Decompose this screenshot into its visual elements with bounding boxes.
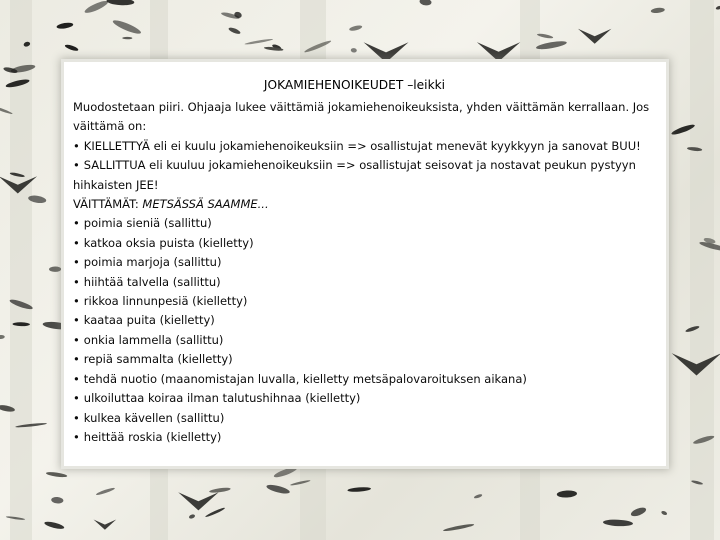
list-item: • poimia sieniä (sallittu) xyxy=(73,216,212,231)
page-title: JOKAMIEHENOIKEUDET –leikki xyxy=(263,78,446,92)
bark-mark xyxy=(205,507,226,518)
bark-mark xyxy=(64,43,79,51)
bark-mark xyxy=(651,7,665,14)
bark-mark xyxy=(273,465,298,479)
list-item: • repiä sammalta (kielletty) xyxy=(73,352,233,367)
trunk-shade xyxy=(690,0,714,540)
bark-scar xyxy=(364,42,409,62)
bark-mark xyxy=(349,24,363,31)
list-item: • heittää roskia (kielletty) xyxy=(73,429,222,444)
bark-scar xyxy=(477,42,520,62)
bark-mark xyxy=(209,487,231,494)
bark-scar xyxy=(94,520,117,530)
bark-mark xyxy=(112,18,143,36)
bark-mark xyxy=(49,266,61,272)
bark-mark xyxy=(603,519,633,527)
statement-list xyxy=(73,214,656,447)
bark-scar xyxy=(578,29,611,44)
bullet: • xyxy=(73,138,80,153)
bark-mark xyxy=(51,496,64,503)
list-item: • onkia lammella (sallittu) xyxy=(73,332,224,347)
bark-mark xyxy=(443,523,475,532)
bark-mark xyxy=(661,510,668,516)
bark-mark xyxy=(630,506,647,518)
bark-mark xyxy=(244,38,273,45)
list-item: • kulkea kävellen (sallittu) xyxy=(73,410,225,425)
list-item: • katkoa oksia puista (kielletty) xyxy=(73,235,254,250)
bark-mark xyxy=(474,493,483,499)
statements-heading: VÄITTÄMÄT: METSÄSSÄ SAAMME... xyxy=(73,197,269,212)
rule-allowed: • SALLITTUA eli kuuluu jokamiehenoikeuksiin => osallistujat seisovat ja nostavat peukun pystyyn hihkaisten JEE! xyxy=(73,158,636,192)
bark-mark xyxy=(188,514,195,520)
bark-mark xyxy=(44,520,65,530)
bark-mark xyxy=(83,0,109,15)
list-item: • kaataa puita (kielletty) xyxy=(73,313,215,328)
bark-mark xyxy=(557,490,578,498)
list-item: • ulkoiluttaa koiraa ilman talutushihnaa (kielletty) xyxy=(73,391,361,406)
bark-mark xyxy=(0,335,5,340)
bark-mark xyxy=(106,0,134,6)
bark-mark xyxy=(347,487,371,493)
bark-mark xyxy=(46,471,68,478)
bark-mark xyxy=(715,5,720,10)
bark-mark xyxy=(96,487,116,496)
list-item: • rikkoa linnunpesiä (kielletty) xyxy=(73,294,248,309)
bark-mark xyxy=(536,40,568,51)
list-item: • tehdä nuotio (maanomistajan luvalla, kielletty metsäpalovaroituksen aikana) xyxy=(73,371,527,386)
bark-mark xyxy=(351,48,357,53)
list-item: • hiihtää talvella (sallittu) xyxy=(73,274,221,289)
bark-scar xyxy=(178,492,218,510)
bark-mark xyxy=(419,0,432,6)
intro-text: Muodostetaan piiri. Ohjaaja lukee väittämiä jokamiehenoikeuksista, yhden väittämän kerrallaan. Jos väittämä on: xyxy=(73,100,650,134)
bark-mark xyxy=(266,483,291,495)
statements-intro: METSÄSSÄ SAAMME... xyxy=(142,197,269,212)
bark-mark xyxy=(122,37,132,39)
list-item: • poimia marjoja (sallittu) xyxy=(73,255,222,270)
bark-mark xyxy=(228,26,241,35)
rule-forbidden: • KIELLETTYÄ eli ei kuulu jokamiehenoikeuksiin => osallistujat menevät kyykkyyn ja sanovat BUU! xyxy=(73,138,641,153)
content-panel xyxy=(64,62,666,466)
bark-mark xyxy=(56,22,73,30)
bullet: • xyxy=(73,158,80,173)
